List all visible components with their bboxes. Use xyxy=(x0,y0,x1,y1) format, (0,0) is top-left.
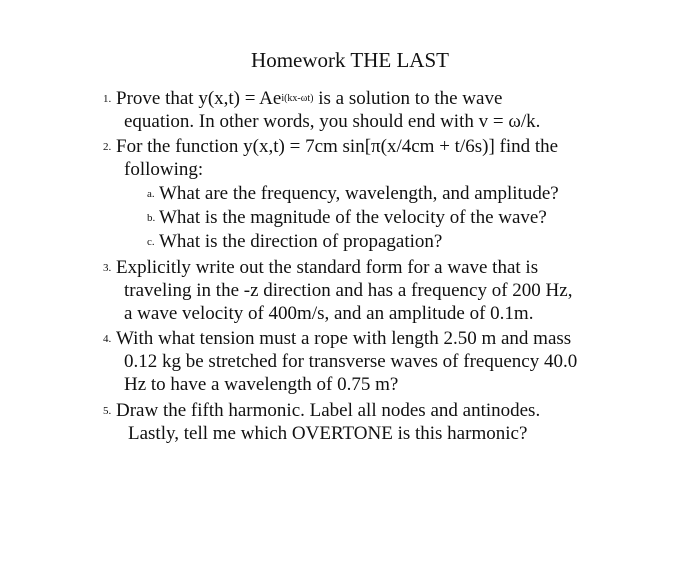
question-2a-text: What are the frequency, wavelength, and amplitude? xyxy=(159,183,559,204)
question-1-line-1 xyxy=(116,88,502,110)
question-1-line-2: equation. In other words, you should end with v = ω/k. xyxy=(124,111,541,132)
question-4-number: 4. xyxy=(103,333,112,345)
question-3-number: 3. xyxy=(103,262,112,274)
question-5-line-2: Lastly, tell me which OVERTONE is this harmonic? xyxy=(128,423,528,444)
question-2-line-2: following: xyxy=(124,159,204,180)
question-4-line-1: With what tension must a rope with length 2.50 m and mass xyxy=(116,328,572,349)
question-5-line-1: Draw the fifth harmonic. Label all nodes and antinodes. xyxy=(116,400,541,421)
question-1-text-start: Prove that y(x,t) = Ae xyxy=(116,88,282,109)
question-4-line-3: Hz to have a wavelength of 0.75 m? xyxy=(124,374,399,395)
question-4-line-2: 0.12 kg be stretched for transverse waves of frequency 40.0 xyxy=(124,351,578,372)
question-3-line-3: a wave velocity of 400m/s, and an amplitude of 0.1m. xyxy=(124,303,534,324)
question-2a-label: a. xyxy=(147,188,155,200)
question-5-number: 5. xyxy=(103,405,112,417)
question-1-exponent: i(kx-ωt) xyxy=(281,93,314,104)
question-2-number: 2. xyxy=(103,141,112,153)
question-2b-text: What is the magnitude of the velocity of the wave? xyxy=(159,207,547,228)
page-title: Homework THE LAST xyxy=(251,48,449,72)
question-3-line-1: Explicitly write out the standard form for a wave that is xyxy=(116,257,539,278)
question-1-text-end: is a solution to the wave xyxy=(313,88,503,109)
question-2c-label: c. xyxy=(147,236,155,248)
question-2b-label: b. xyxy=(147,212,156,224)
question-2-line-1: For the function y(x,t) = 7cm sin[π(x/4cm + t/6s)] find the xyxy=(116,136,559,157)
question-2c-text: What is the direction of propagation? xyxy=(159,231,443,252)
question-3-line-2: traveling in the -z direction and has a frequency of 200 Hz, xyxy=(124,280,573,301)
question-1-number: 1. xyxy=(103,93,112,105)
